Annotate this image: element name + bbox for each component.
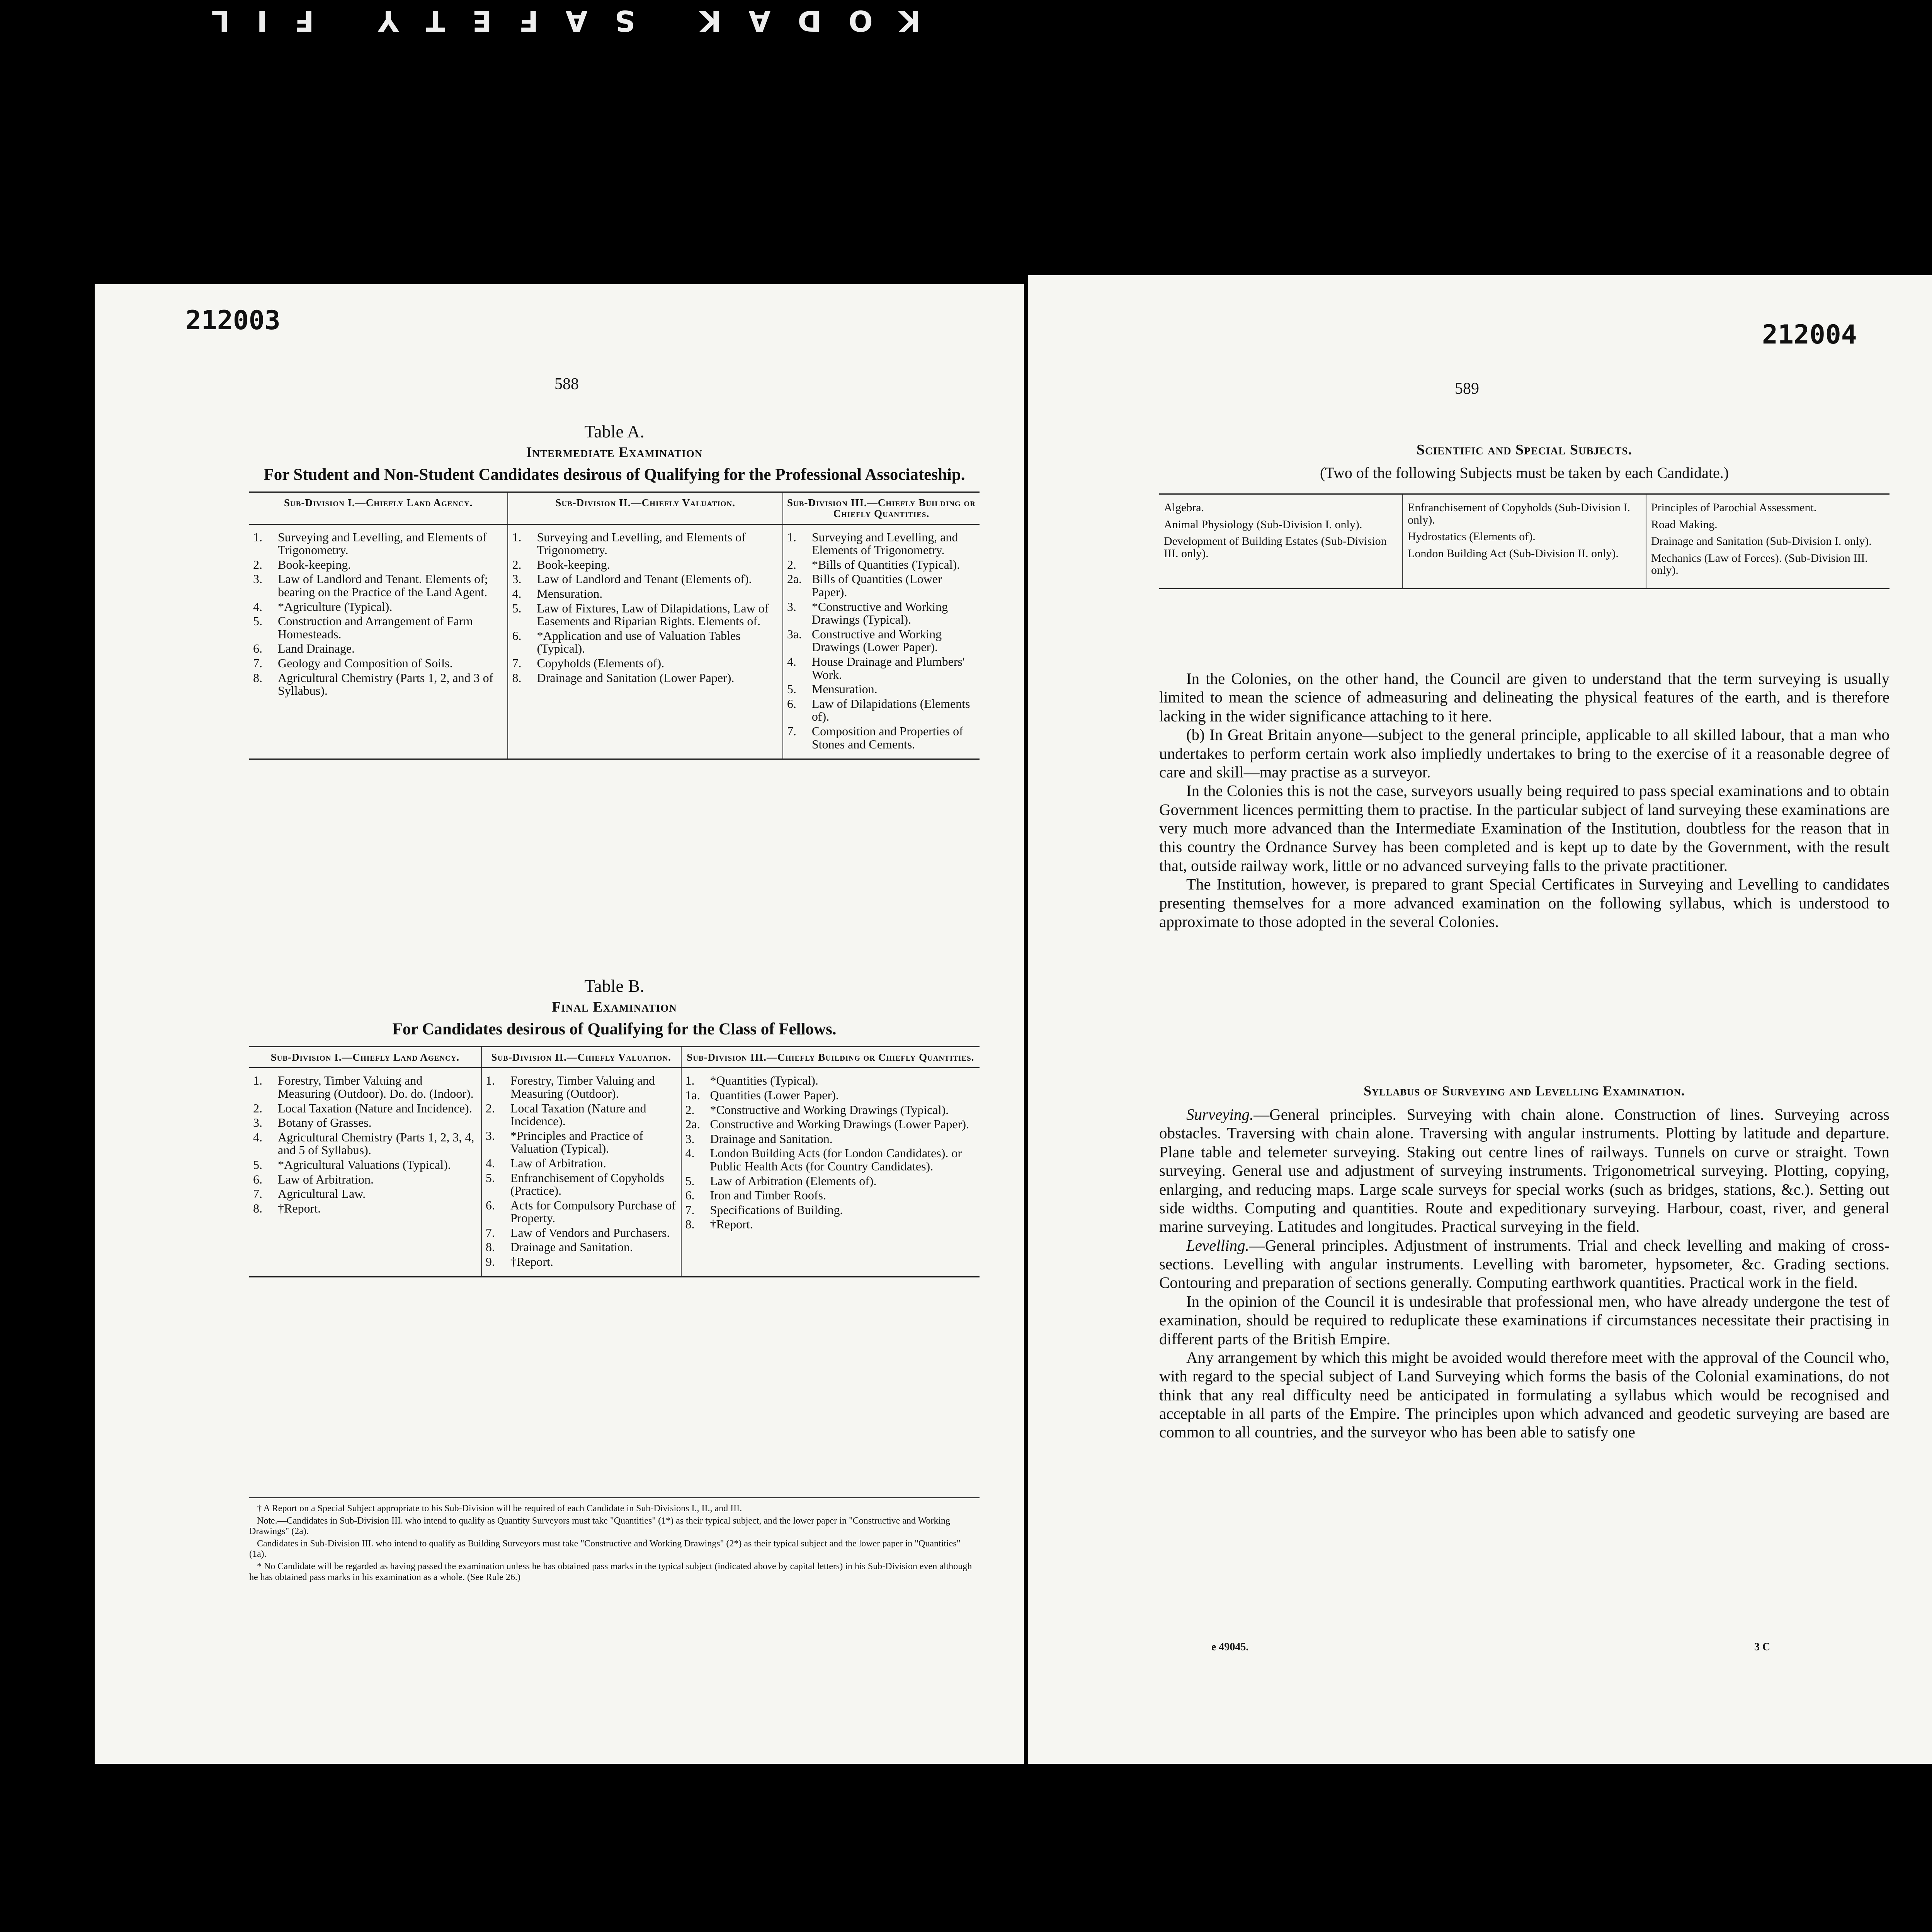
- footnote: Note.—Candidates in Sub-Division III. who intend to qualify as Quantity Surveyors must take "Quantities" (1*) as their typical subject, and the lower paper in "Constructive and Working Drawings" (2a).: [249, 1515, 950, 1537]
- item-text: *Agricultural Valuations (Typical).: [278, 1157, 451, 1172]
- exam-subject-item: [253, 1116, 477, 1129]
- exam-subject-item: [253, 615, 503, 641]
- item-number: 9.: [485, 1255, 495, 1269]
- item-text: Surveying and Levelling, and Elements of Trigonometry.: [278, 530, 487, 557]
- exam-subject-item: [787, 628, 976, 654]
- exam-subject-item: [253, 1173, 477, 1186]
- item-number: 6.: [253, 641, 262, 656]
- subject-item: London Building Act (Sub-Division II. only).: [1408, 547, 1619, 560]
- exam-subject-item: [512, 587, 778, 600]
- item-number: 1.: [253, 530, 262, 544]
- exam-subject-item: [486, 1199, 677, 1225]
- exam-subject-item: [787, 655, 976, 681]
- syllabus-text: —General principles. Adjustment of instruments. Trial and check levelling and making of cross-sections. Levelling with angular instruments. Levelling with barometer, hypsometer, &c. Grading sections. Contouring and preparation of sections generally. Computing earthwork quantities. Practical work in the field.: [1159, 1236, 1889, 1292]
- exam-subject-item: [486, 1172, 677, 1197]
- item-text: Law of Arbitration (Elements of).: [710, 1173, 877, 1188]
- item-text: †Report.: [510, 1255, 553, 1269]
- exam-subject-item: [787, 600, 976, 626]
- subdivision-column: [249, 1068, 481, 1277]
- column-header: Sub-Division I.—Chiefly Land Agency.: [249, 492, 508, 524]
- item-number: 3.: [485, 1128, 495, 1143]
- item-number: 1a.: [685, 1088, 700, 1102]
- subjects-column: [1646, 494, 1889, 589]
- exam-subject-item: [787, 683, 976, 696]
- item-number: 1.: [787, 530, 796, 544]
- item-number: 8.: [253, 670, 262, 685]
- footnote: * No Candidate will be regarded as having passed the examination unless he has obtained pass marks in the typical subject (indicated above by capital letters) in his Sub-Division even although he has obtained pass marks in his examination as a whole. (See Rule 26.): [249, 1561, 972, 1582]
- paragraph: (b) In Great Britain anyone—subject to the general principle, applicable to all skilled labour, that a man who undertakes to perform certain work also impliedly undertakes to bring to the exercise of it a reasonable degree of care and skill—may practise as a surveyor.: [1159, 726, 1889, 781]
- item-text: Agricultural Chemistry (Parts 1, 2, and 3 of Syllabus).: [278, 670, 493, 698]
- footer-signature: 3 C: [1754, 1641, 1770, 1653]
- item-number: 5.: [253, 1157, 262, 1172]
- subject-item: Hydrostatics (Elements of).: [1408, 530, 1536, 543]
- item-text: Land Drainage.: [278, 641, 355, 656]
- exam-subject-item: [486, 1102, 677, 1128]
- item-text: Local Taxation (Nature and Incidence).: [278, 1101, 472, 1115]
- item-number: 6.: [253, 1172, 262, 1186]
- exam-subject-item: [486, 1129, 677, 1155]
- item-text: Law of Dilapidations (Elements of).: [811, 696, 970, 724]
- item-number: 5.: [253, 614, 262, 628]
- item-number: 8.: [512, 670, 522, 685]
- table-a-subtitle: Intermediate Examination: [526, 444, 703, 461]
- table-a-title: Table A.: [584, 422, 645, 441]
- right-page: [1028, 275, 1932, 1764]
- item-text: Drainage and Sanitation.: [510, 1240, 633, 1254]
- item-text: Law of Arbitration.: [510, 1156, 606, 1170]
- item-text: Mensuration.: [811, 682, 878, 696]
- syllabus-section: [1159, 1083, 1889, 1442]
- item-text: Law of Vendors and Purchasers.: [510, 1225, 670, 1240]
- item-text: Drainage and Sanitation.: [710, 1131, 833, 1146]
- page-stamp: 212003: [185, 305, 281, 336]
- exam-subject-item: [685, 1118, 976, 1131]
- item-text: *Bills of Quantities (Typical).: [811, 557, 960, 571]
- exam-subject-item: [253, 1158, 477, 1172]
- item-number: 7.: [685, 1202, 695, 1217]
- exam-subject-item: [787, 573, 976, 599]
- item-number: 6.: [512, 628, 522, 643]
- item-text: †Report.: [278, 1201, 321, 1215]
- film-edge-marking: KODAK SAFETY FIL: [184, 4, 921, 37]
- body-text: [1159, 669, 1889, 931]
- subject-item: Principles of Parochial Assessment.: [1651, 501, 1817, 514]
- item-number: 7.: [512, 656, 522, 670]
- item-text: Forestry, Timber Valuing and Measuring (Outdoor). Do. do. (Indoor).: [278, 1073, 474, 1100]
- page-number: 588: [554, 375, 579, 393]
- column-header: Sub-Division III.—Chiefly Building or Chiefly Quantities.: [783, 492, 980, 524]
- section-heading: Scientific and Special Subjects.: [1417, 442, 1632, 458]
- paragraph: Any arrangement by which this might be avoided would therefore meet with the approval of the Council who, with regard to the special subject of Land Surveying which forms the basis of the Colonial examinations, do not think that any real difficulty need be anticipated in formulating a syllabus which would be recognised and acceptable in all parts of the Empire. The principles upon which advanced and geodetic surveying are based are common to all countries, and the surveyor who has been able to satisfy one: [1159, 1348, 1889, 1441]
- syllabus-levelling: [1159, 1236, 1889, 1292]
- column-header: Sub-Division II.—Chiefly Valuation.: [508, 492, 782, 524]
- syllabus-surveying: [1159, 1105, 1889, 1236]
- item-text: Iron and Timber Roofs.: [710, 1188, 826, 1202]
- item-number: 6.: [685, 1188, 695, 1202]
- exam-subject-item: [787, 531, 976, 557]
- exam-subject-item: [685, 1104, 976, 1117]
- exam-subject-item: [685, 1175, 976, 1188]
- subject-item: Animal Physiology (Sub-Division I. only).: [1164, 518, 1362, 531]
- exam-subject-item: [253, 558, 503, 571]
- page-number: 589: [1455, 380, 1479, 398]
- exam-subject-item: [253, 672, 503, 697]
- item-text: †Report.: [710, 1217, 753, 1231]
- item-text: Composition and Properties of Stones and Cements.: [811, 724, 963, 751]
- item-text: Forestry, Timber Valuing and Measuring (Outdoor).: [510, 1073, 655, 1100]
- subject-item: Drainage and Sanitation (Sub-Division I. only).: [1651, 535, 1872, 548]
- item-text: Geology and Composition of Soils.: [278, 656, 453, 670]
- item-number: 3.: [253, 572, 262, 586]
- item-text: Law of Landlord and Tenant (Elements of).: [537, 572, 752, 586]
- column-header: Sub-Division III.—Chiefly Building or Chiefly Quantities.: [681, 1047, 980, 1068]
- exam-subject-item: [787, 697, 976, 723]
- syllabus-text: —General principles. Surveying with chain alone. Construction of lines. Surveying across obstacles. Traversing with chain alone. Traversing with angular instruments. Plotting by latitude and departure. Plane table and telemeter surveying. Staking out centre lines of railways. Tunnels on curve or straight. Town surveying. General use and adjustment of surveying instruments. Trigonometrical surveying. Plotting, copying, enlarging, and reducing maps. Large scale surveys for special works (such as bridges, stations, &c.). Setting out side widths. Computing and quantities. Route and expeditionary surveying. Harbour, coast, river, and general marine surveying. Latitudes and longitudes. Practical surveying in the field.: [1159, 1105, 1889, 1236]
- exam-subject-item: [685, 1133, 976, 1146]
- item-number: 6.: [787, 696, 796, 711]
- item-number: 2a.: [685, 1117, 700, 1131]
- item-number: 4.: [253, 599, 262, 614]
- paragraph: The Institution, however, is prepared to grant Special Certificates in Surveying and Levelling to candidates presenting themselves for a more advanced examination on the following syllabus, which is understood to approximate to those adopted in the several Colonies.: [1159, 875, 1889, 930]
- item-number: 5.: [787, 682, 796, 696]
- exam-subject-item: [253, 1102, 477, 1115]
- item-text: Surveying and Levelling, and Elements of Trigonometry.: [811, 530, 958, 557]
- exam-subject-item: [253, 1202, 477, 1215]
- exam-subject-item: [685, 1204, 976, 1217]
- item-number: 3.: [787, 599, 796, 614]
- item-text: *Constructive and Working Drawings (Typical).: [710, 1102, 949, 1117]
- item-number: 2.: [253, 1101, 262, 1115]
- item-text: Bills of Quantities (Lower Paper).: [811, 572, 942, 599]
- item-text: Law of Landlord and Tenant. Elements of; bearing on the Practice of the Land Agent.: [278, 572, 488, 599]
- item-text: London Building Acts (for London Candidates). or Public Health Acts (for Country Candidates).: [710, 1146, 962, 1173]
- item-text: Specifications of Building.: [710, 1202, 843, 1217]
- exam-subject-item: [685, 1218, 976, 1231]
- exam-subject-item: [685, 1147, 976, 1173]
- paragraph: In the Colonies, on the other hand, the Council are given to understand that the term surveying is usually limited to mean the science of admeasuring and delineating the physical features of the earth, and is therefore lacking in the wider significance attaching to it here.: [1159, 670, 1889, 725]
- exam-subject-item: [253, 1074, 477, 1100]
- subdivision-column: [681, 1068, 980, 1277]
- subdivision-column: [249, 524, 508, 759]
- subjects-table: [1159, 493, 1889, 589]
- subjects-section: [1159, 441, 1889, 589]
- footer-print-code: e 49045.: [1211, 1641, 1249, 1653]
- item-number: 1.: [485, 1073, 495, 1088]
- syllabus-heading: Syllabus of Surveying and Levelling Examination.: [1364, 1083, 1685, 1099]
- table-a-section: [249, 421, 980, 760]
- exam-subject-item: [253, 573, 503, 599]
- item-number: 4.: [512, 587, 522, 601]
- item-number: 7.: [485, 1225, 495, 1240]
- item-text: Quantities (Lower Paper).: [710, 1088, 839, 1102]
- item-text: House Drainage and Plumbers' Work.: [811, 655, 965, 682]
- column-header: Sub-Division II.—Chiefly Valuation.: [481, 1047, 681, 1068]
- subdivision-column: [783, 524, 980, 759]
- item-number: 2.: [253, 557, 262, 571]
- exam-subject-item: [253, 642, 503, 655]
- item-text: Acts for Compulsory Purchase of Property.: [510, 1198, 676, 1225]
- subjects-column: [1159, 494, 1403, 589]
- item-number: 8.: [685, 1217, 695, 1231]
- item-text: *Application and use of Valuation Tables (Typical).: [537, 628, 741, 656]
- table-a: [249, 492, 980, 760]
- item-number: 4.: [685, 1146, 695, 1160]
- item-text: *Quantities (Typical).: [710, 1073, 818, 1088]
- subdivision-column: [481, 1068, 681, 1277]
- item-text: *Agriculture (Typical).: [278, 599, 393, 614]
- exam-subject-item: [486, 1157, 677, 1170]
- item-number: 5.: [485, 1170, 495, 1185]
- item-number: 4.: [485, 1156, 495, 1170]
- item-text: Botany of Grasses.: [278, 1116, 372, 1130]
- table-b: [249, 1046, 980, 1277]
- item-number: 3.: [685, 1131, 695, 1146]
- exam-subject-item: [787, 558, 976, 571]
- exam-subject-item: [787, 725, 976, 751]
- item-text: Constructive and Working Drawings (Lower Paper).: [811, 627, 942, 654]
- exam-subject-item: [253, 657, 503, 670]
- item-number: 3a.: [787, 627, 802, 641]
- footnote: † A Report on a Special Subject appropriate to his Sub-Division will be required of each Candidate in Sub-Divisions I., II., and III.: [257, 1503, 742, 1514]
- item-text: Drainage and Sanitation (Lower Paper).: [537, 670, 735, 685]
- item-text: Law of Fixtures, Law of Dilapidations, Law of Easements and Riparian Rights. Elements of.: [537, 601, 769, 628]
- exam-subject-item: [486, 1226, 677, 1240]
- exam-subject-item: [512, 629, 778, 655]
- exam-subject-item: [486, 1074, 677, 1100]
- column-header: Sub-Division I.—Chiefly Land Agency.: [249, 1047, 481, 1068]
- item-number: 7.: [253, 656, 262, 670]
- syllabus-label: Levelling.: [1186, 1236, 1249, 1254]
- exam-subject-item: [512, 672, 778, 685]
- page-stamp: 212004: [1762, 320, 1857, 350]
- item-text: *Constructive and Working Drawings (Typical).: [811, 599, 948, 627]
- subjects-column: [1403, 494, 1646, 589]
- item-text: *Principles and Practice of Valuation (Typical).: [510, 1128, 643, 1156]
- table-b-subtitle: Final Examination: [552, 999, 677, 1015]
- subject-item: Development of Building Estates (Sub-Division III. only).: [1164, 535, 1387, 560]
- exam-subject-item: [512, 558, 778, 571]
- item-text: Agricultural Law.: [278, 1187, 366, 1201]
- item-number: 5.: [512, 601, 522, 615]
- subject-item: Road Making.: [1651, 518, 1718, 531]
- subdivision-column: [508, 524, 782, 759]
- exam-subject-item: [486, 1241, 677, 1254]
- item-number: 3.: [512, 572, 522, 586]
- footnotes: [249, 1497, 980, 1584]
- item-text: Mensuration.: [537, 587, 603, 601]
- item-number: 8.: [253, 1201, 262, 1215]
- item-number: 7.: [253, 1187, 262, 1201]
- item-number: 6.: [485, 1198, 495, 1212]
- item-number: 2.: [512, 557, 522, 571]
- item-number: 7.: [787, 724, 796, 738]
- exam-subject-item: [685, 1089, 976, 1102]
- item-number: 4.: [787, 655, 796, 669]
- item-text: Book-keeping.: [537, 557, 610, 571]
- item-text: Copyholds (Elements of).: [537, 656, 665, 670]
- table-a-description: For Student and Non-Student Candidates desirous of Qualifying for the Professional Associateship.: [264, 466, 965, 484]
- paragraph: In the opinion of the Council it is undesirable that professional men, who have already undergone the test of examination, should be required to reduplicate these examinations if circumstances necessitate their practising in different parts of the British Empire.: [1159, 1292, 1889, 1348]
- exam-subject-item: [253, 531, 503, 557]
- item-text: Enfranchisement of Copyholds (Practice).: [510, 1170, 664, 1198]
- exam-subject-item: [512, 657, 778, 670]
- item-number: 5.: [685, 1173, 695, 1188]
- exam-subject-item: [253, 600, 503, 614]
- exam-subject-item: [512, 531, 778, 557]
- section-subheading: (Two of the following Subjects must be taken by each Candidate.): [1320, 464, 1729, 481]
- item-text: Construction and Arrangement of Farm Homesteads.: [278, 614, 473, 641]
- subject-item: Enfranchisement of Copyholds (Sub-Division I. only).: [1408, 501, 1630, 526]
- table-b-section: [249, 976, 980, 1277]
- item-number: 2.: [685, 1102, 695, 1117]
- exam-subject-item: [512, 602, 778, 628]
- item-text: Book-keeping.: [278, 557, 351, 571]
- item-text: Agricultural Chemistry (Parts 1, 2, 3, 4, and 5 of Syllabus).: [278, 1130, 474, 1157]
- item-number: 4.: [253, 1130, 262, 1144]
- left-page: [95, 284, 1024, 1764]
- item-number: 1.: [512, 530, 522, 544]
- exam-subject-item: [685, 1074, 976, 1087]
- paragraph: In the Colonies this is not the case, surveyors usually being required to pass special examinations and to obtain Government licences permitting them to practise. In the particular subject of land surveying these examinations are very much more advanced than the Intermediate Examination of the Institution, doubtless for the reason that in this country the Ordnance Survey has been completed and is kept up to date by the Government, with the result that, outside railway work, little or no advanced surveying falls to the private practitioner.: [1159, 782, 1889, 874]
- item-number: 1.: [253, 1073, 262, 1088]
- item-number: 8.: [485, 1240, 495, 1254]
- table-b-description: For Candidates desirous of Qualifying for the Class of Fellows.: [392, 1020, 837, 1038]
- footnote: Candidates in Sub-Division III. who intend to qualify as Building Surveyors must take "Constructive and Working Drawings" (2*) as their typical subject and the lower paper in "Quantities" (1a).: [249, 1538, 961, 1560]
- item-number: 2.: [787, 557, 796, 571]
- table-b-title: Table B.: [584, 976, 645, 996]
- exam-subject-item: [253, 1187, 477, 1201]
- exam-subject-item: [253, 1131, 477, 1157]
- subject-item: Algebra.: [1164, 501, 1204, 514]
- item-number: 2.: [485, 1101, 495, 1115]
- item-number: 1.: [685, 1073, 695, 1088]
- exam-subject-item: [512, 573, 778, 586]
- exam-subject-item: [486, 1255, 677, 1269]
- item-text: Constructive and Working Drawings (Lower Paper).: [710, 1117, 969, 1131]
- item-number: 3.: [253, 1116, 262, 1130]
- exam-subject-item: [685, 1189, 976, 1202]
- subject-item: Mechanics (Law of Forces). (Sub-Division III. only).: [1651, 551, 1868, 577]
- item-text: Surveying and Levelling, and Elements of Trigonometry.: [537, 530, 746, 557]
- item-text: Law of Arbitration.: [278, 1172, 374, 1186]
- item-text: Local Taxation (Nature and Incidence).: [510, 1101, 646, 1128]
- syllabus-label: Surveying.: [1186, 1105, 1254, 1123]
- item-number: 2a.: [787, 572, 802, 586]
